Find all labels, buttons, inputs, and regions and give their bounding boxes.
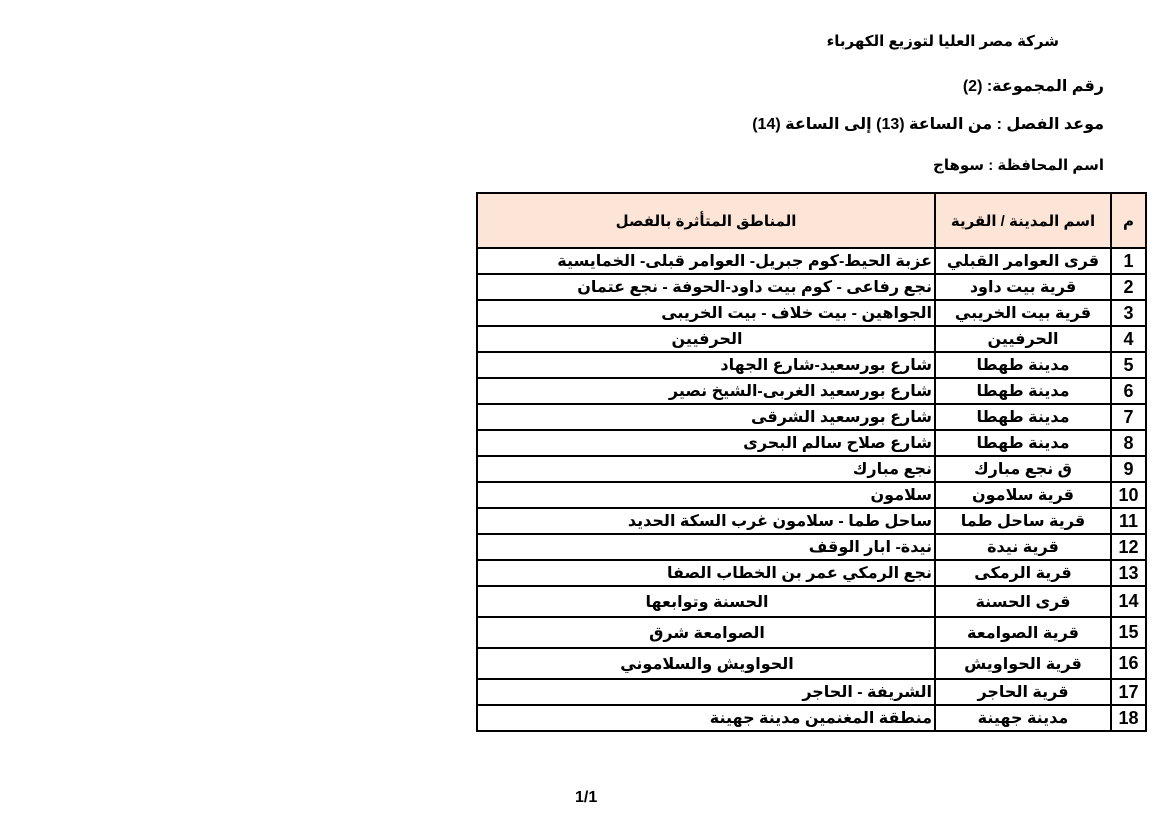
city-name: قرية الرمكى — [935, 560, 1111, 586]
affected-areas: نجع مبارك — [477, 456, 935, 482]
row-number: 18 — [1111, 705, 1146, 731]
city-name: مدينة طهطا — [935, 378, 1111, 404]
row-number: 9 — [1111, 456, 1146, 482]
group-number: رقم المجموعة: (2) — [962, 78, 1104, 95]
table-row — [477, 648, 1146, 679]
row-number: 12 — [1111, 534, 1146, 560]
table-row — [477, 378, 1146, 404]
column-header-num: م — [1111, 193, 1146, 248]
table-row — [477, 534, 1146, 560]
page-number: 1/1 — [575, 789, 598, 806]
affected-areas: الحسنة وتوابعها — [477, 586, 935, 617]
city-name: قرية الحواويش — [935, 648, 1111, 679]
affected-areas: شارع بورسعيد الغربى-الشيخ نصير — [477, 378, 935, 404]
row-number: 2 — [1111, 274, 1146, 300]
city-name: قرية الصوامعة — [935, 617, 1111, 648]
city-name: الحرفيين — [935, 326, 1111, 352]
table-row — [477, 430, 1146, 456]
outage-time: موعد الفصل : من الساعة (13) إلى الساعة (14) — [752, 116, 1104, 133]
city-name: قرية نيدة — [935, 534, 1111, 560]
affected-areas: شارع بورسعيد الشرقى — [477, 404, 935, 430]
outage-schedule-table — [476, 192, 1147, 732]
column-header-city: اسم المدينة / القرية — [935, 193, 1111, 248]
table-row — [477, 705, 1146, 731]
row-number: 8 — [1111, 430, 1146, 456]
column-header-areas: المناطق المتأثرة بالفصل — [477, 193, 935, 248]
city-name: قرية ساحل طما — [935, 508, 1111, 534]
city-name: قرى الحسنة — [935, 586, 1111, 617]
row-number: 10 — [1111, 482, 1146, 508]
affected-areas: عزبة الحيط-كوم جبريل- العوامر قبلى- الخمايسية — [477, 248, 935, 274]
company-name: شركة مصر العليا لتوزيع الكهرباء — [826, 33, 1059, 50]
affected-areas: نيدة- ابار الوقف — [477, 534, 935, 560]
affected-areas: شارع بورسعيد-شارع الجهاد — [477, 352, 935, 378]
row-number: 14 — [1111, 586, 1146, 617]
table-row — [477, 352, 1146, 378]
table-row — [477, 404, 1146, 430]
affected-areas: الحواويش والسلاموني — [477, 648, 935, 679]
affected-areas: نجع الرمكي عمر بن الخطاب الصفا — [477, 560, 935, 586]
table-row — [477, 560, 1146, 586]
row-number: 4 — [1111, 326, 1146, 352]
table-row — [477, 326, 1146, 352]
table-row — [477, 617, 1146, 648]
row-number: 5 — [1111, 352, 1146, 378]
table-header-row — [477, 193, 1146, 248]
city-name: قرى العوامر القبلي — [935, 248, 1111, 274]
table-row — [477, 300, 1146, 326]
city-name: قرية بيت داود — [935, 274, 1111, 300]
governorate-name: اسم المحافظة : سوهاج — [933, 157, 1104, 174]
city-name: مدينة طهطا — [935, 404, 1111, 430]
table-row — [477, 679, 1146, 705]
city-name: مدينة طهطا — [935, 352, 1111, 378]
city-name: ق نجع مبارك — [935, 456, 1111, 482]
row-number: 16 — [1111, 648, 1146, 679]
city-name: مدينة طهطا — [935, 430, 1111, 456]
affected-areas: نجع رفاعى - كوم بيت داود-الحوفة - نجع عتمان — [477, 274, 935, 300]
row-number: 1 — [1111, 248, 1146, 274]
row-number: 11 — [1111, 508, 1146, 534]
table-row — [477, 586, 1146, 617]
table-row — [477, 508, 1146, 534]
table-row — [477, 274, 1146, 300]
city-name: قرية الحاجر — [935, 679, 1111, 705]
row-number: 7 — [1111, 404, 1146, 430]
city-name: قرية سلامون — [935, 482, 1111, 508]
affected-areas: الجواهين - بيت خلاف - بيت الخريبى — [477, 300, 935, 326]
affected-areas: ساحل طما - سلامون غرب السكة الحديد — [477, 508, 935, 534]
table-row — [477, 248, 1146, 274]
table-row — [477, 456, 1146, 482]
affected-areas: الحرفيين — [477, 326, 935, 352]
affected-areas: الصوامعة شرق — [477, 617, 935, 648]
row-number: 17 — [1111, 679, 1146, 705]
city-name: قرية بيت الخريبي — [935, 300, 1111, 326]
affected-areas: سلامون — [477, 482, 935, 508]
affected-areas: شارع صلاح سالم البحرى — [477, 430, 935, 456]
row-number: 15 — [1111, 617, 1146, 648]
affected-areas: منطقة المغنمين مدينة جهينة — [477, 705, 935, 731]
city-name: مدينة جهينة — [935, 705, 1111, 731]
row-number: 3 — [1111, 300, 1146, 326]
row-number: 13 — [1111, 560, 1146, 586]
row-number: 6 — [1111, 378, 1146, 404]
affected-areas: الشريفة - الحاجر — [477, 679, 935, 705]
table-row — [477, 482, 1146, 508]
